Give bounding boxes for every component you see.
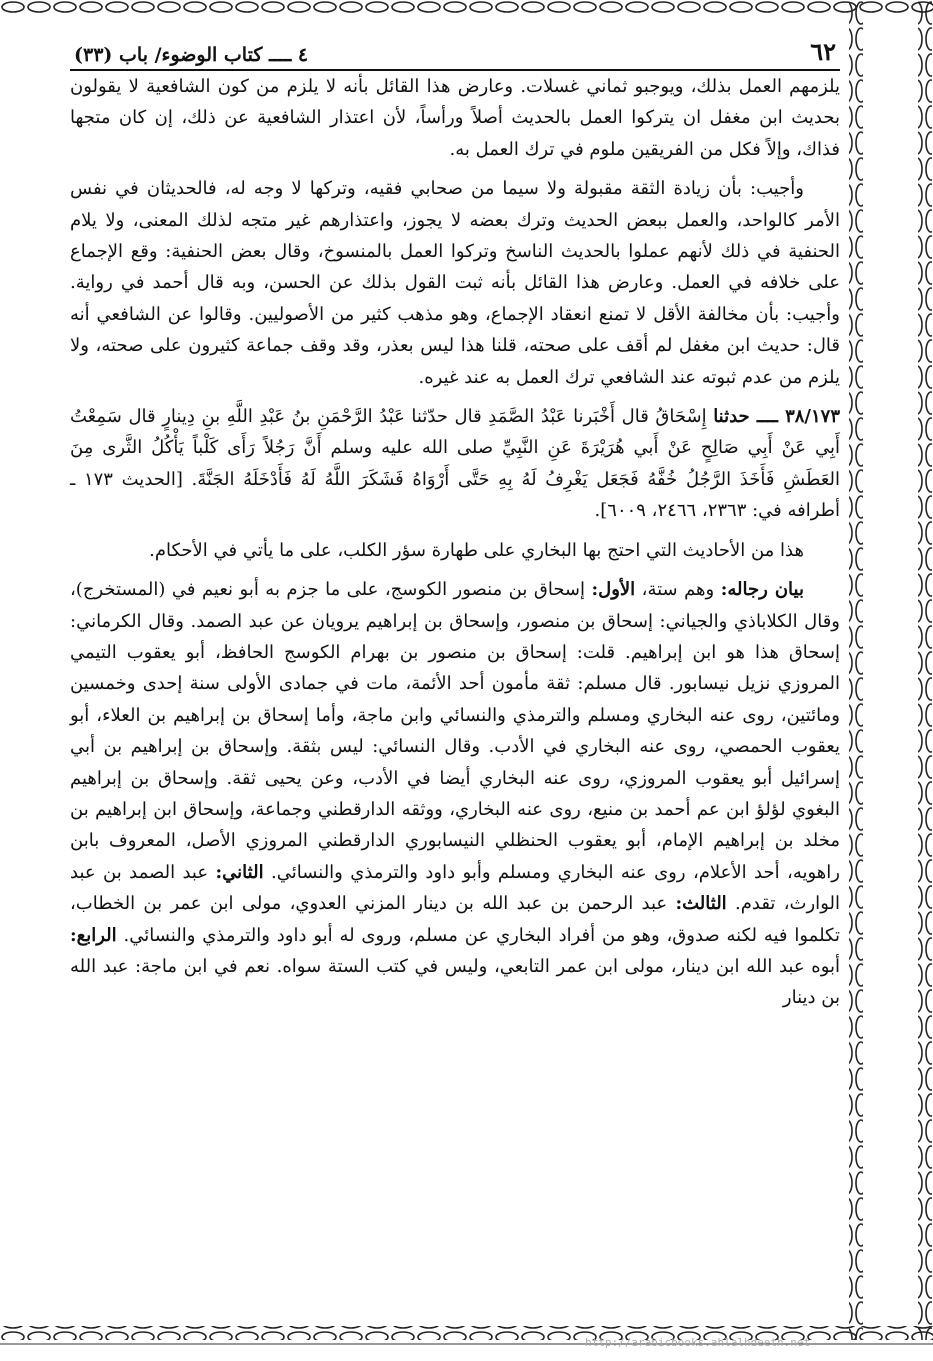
page — [70, 34, 840, 1022]
running-header — [70, 34, 840, 71]
watermark-url: http://arabicbooks.ahlalhdeeth.net — [585, 1336, 811, 1349]
rijal-intro: وهم ستة، — [641, 579, 715, 601]
hadith-text: إِسْحَاقُ قال أَخْبَرنا عَبْدُ الصَّمَدِ قال حدّثنا عَبْدُ الرَّحْمَنِ بنُ عَبْدِ اللَّهِ بنِ دِينارٍ قال سَمِعْتُ أَبِي عَنْ أَبِي صَالِحٍ عَنْ أَبي هُرَيْرَةَ عَنِ النَّبِيِّ صلى الله عليه وسلم أَنَّ رَجُلاً رَأَى كَلْباً يَأْكُلُ الثَّرى مِنَ العَطَشِ فَأَخَذَ الرَّجُلُ خُفَّهُ فَجَعَل يَغْرِفُ لَهُ بِهِ حَتَّى أَرْوَاهُ فَشَكَرَ اللَّهُ لَهُ فَأَدْخَلَهُ الجَنَّةَ. [الحديث ١٧٣ ـ أطرافه في: ٢٣٦٣، ٢٤٦٦، ٦٠٠٩]. — [70, 406, 841, 522]
narrator-text: إسحاق بن منصور الكوسج، على ما جزم به أبو نعيم في (المستخرج)، وقال الكلاباذي والجياني: إسحاق بن منصور، وإسحاق بن إبراهيم يرويان عن عبد الصمد. وقال الكرماني: إسحاق هذا هو ابن إبراهيم. قلت: إسحاق بن منصور بن بهرام الكوسج الحافظ، أبو يعقوب التيمي المروزي نزيل نيسابور. قال مسلم: ثقة مأمون أحد الأئمة، مات في جمادى الأولى سنة إحدى وخمسين ومائتين، روى عنه البخاري ومسلم والترمذي والنسائي وابن ماجة، وأما إسحاق بن إبراهيم بن العلاء، أبو يعقوب الحمصي، روى عنه البخاري في الأدب. وقال النسائي: ليس بثقة. وإسحاق بن إبراهيم بن أبي إسرائيل أبو يعقوب المروزي، روى عنه البخاري أيضا في الأدب، وعن يحيى ثقة. وإسحاق بن إبراهيم البغوي لؤلؤ ابن عم أحمد بن منيع، روى عنه البخاري، ووثقه الدارقطني وجماعة، وإسحاق ابن إبراهيم بن مخلد بن إبراهيم الإمام، أبو يعقوب الحنظلي النيسابوري الدارقطني المروزي الأصل، المعروف بابن راهويه، أحد الأعلام، روى عنه البخاري ومسلم وأبو داود والترمذي والنسائي. — [70, 579, 840, 883]
narrator-label: الرابع: — [70, 924, 117, 946]
running-title: ٤ ــــ كتاب الوضوء/ باب (٣٣) — [74, 44, 309, 66]
narrator-text: أبوه عبد الله ابن دينار، مولى ابن عمر التابعي، وليس في كتب الستة سواه. نعم في ابن ماجة: عبد الله بن دينار — [70, 955, 840, 1009]
narrator-label: الثالث: — [675, 893, 727, 915]
narrator-label: الأول: — [591, 579, 636, 601]
narrator-label: الثاني: — [215, 861, 264, 883]
hadith-paragraph — [70, 401, 840, 527]
paragraph: وأجيب: بأن زيادة الثقة مقبولة ولا سيما من صحابي فقيه، وتركها لا وجه له، فالحديثان في نفس الأمر كالواحد، والعمل ببعض الحديث وترك بعضه لا يجوز، واعتذارهم غير متجه لذلك المعنى، ولا يلام الحنفية في ذلك لأنهم عملوا بالحديث الناسخ وتركوا العمل بالمنسوخ، وقال بعض الحنفية: وقع الإجماع على خلافه في العمل. وعارض هذا القائل بأنه ثبت القول بذلك عن الحسن، وبه قال أحمد في رواية. وأجيب: بأن مخالفة الأقل لا تمنع انعقاد الإجماع، وهو مذهب كثير من الأصوليين. وقالوا عن الشافعي أنه قال: حديث ابن مغفل لم أقف على صحته، قلنا هذا ليس بعذر، وقد وقف جماعة كثيرون على صحته، ولا يلزم من عدم ثبوته عند الشافعي ترك العمل به عند غيره. — [70, 178, 841, 388]
narrator-text: عبد الصمد بن عبد الوارث، تقدم. — [70, 861, 840, 915]
paragraph: هذا من الأحاديث التي احتج بها البخاري على طهارة سؤر الكلب، على ما يأتي في الأحكام. — [149, 539, 804, 561]
page-number: ٦٢ — [810, 37, 836, 66]
narrator-text: عبد الرحمن بن عبد الله بن دينار المزني العدوي، مولى ابن عمر بن الخطاب، تكلموا فيه لكنه صدوق، وهو من أفراد البخاري عن مسلم، وروى له أبو داود والترمذي والنسائي. — [70, 893, 840, 946]
hadith-number: ٣٨/١٧٣ ــــ حدثنا — [713, 406, 840, 428]
rijal-paragraph — [70, 574, 840, 1014]
page-body — [70, 71, 840, 1014]
paragraph: يلزمهم العمل بذلك، ويوجبو ثماني غسلات. وعارض هذا القائل بأنه لا يلزم من كون الشافعية لا يقولون بحديث ابن مغفل ان يتركوا العمل بالحديث أصلاً ورأساً، لأن اعتذار الشافعية عن ذلك، إن كان متجها فذاك، وإلاً فكل من الفريقين ملوم في ترك العمل به. — [70, 76, 840, 160]
section-heading: بيان رجاله: — [720, 579, 804, 601]
